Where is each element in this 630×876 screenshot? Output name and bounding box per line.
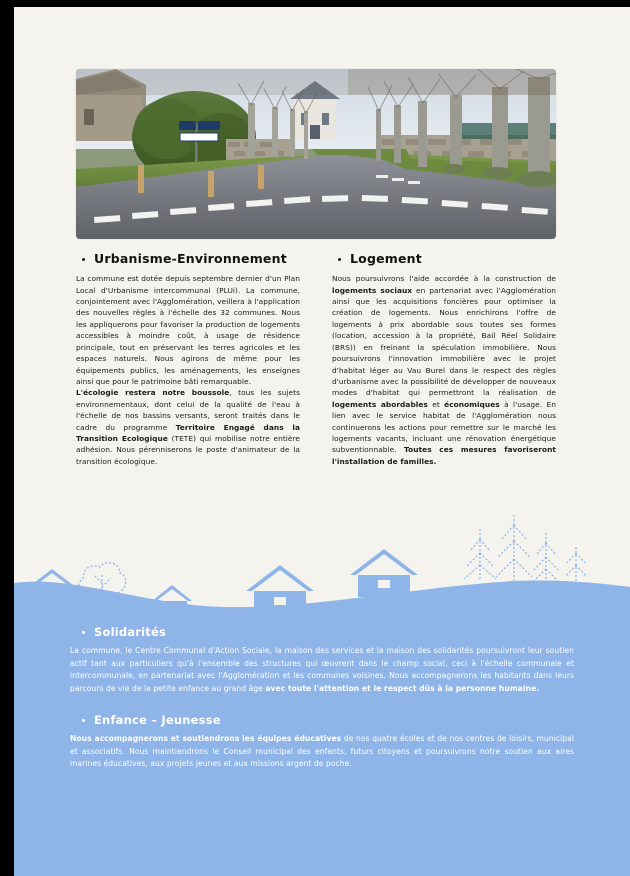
hero-photo — [76, 69, 556, 239]
text-run: , tous les sujets environnementaux, dont celui de la qualité de l'eau à l'échelle de nos bassins versants, seront traités dans le cadre du programme — [76, 388, 300, 432]
text-run: et — [427, 399, 445, 409]
text-run-bold: Territoire Engagé dans la Transition Ecologique — [76, 422, 301, 443]
text-run-bold: Toutes ces mesures favoriseront l'installation de familles. — [332, 445, 556, 466]
text-run-bold: Nous accompagnerons et soutiendrons les équipes éducatives — [70, 734, 342, 744]
section-heading-enfance-jeunesse — [70, 713, 574, 728]
text-run: La commune, le Centre Communal d'Action Sociale, la maison des services et la maison des solidarités poursuivront leur soutien actif tant aux particuliers qu'à l'ensemble des structures qui œuvrent dans le champ social, ceci à l'échelle communale et intercommunale, en partenariat avec l'Agglomération et les communes voisines. Nous accompagnerons les habitants dans leurs parcours de vie de la petite enfance au grand âge — [70, 645, 574, 693]
document-page — [14, 7, 630, 876]
text-run: Nous poursuivrons l'aide accordée à la construction de — [332, 274, 556, 284]
section-heading-urbanisme — [76, 251, 300, 267]
hero-photo-image — [76, 69, 556, 239]
text-run-bold: avec toute l'attention et le respect dûs à la personne humaine. — [265, 683, 540, 693]
section-heading-logement — [332, 251, 556, 267]
text-run-bold: logements sociaux — [332, 285, 413, 295]
paragraph-solidarites — [70, 645, 574, 695]
street-scene-illustration — [76, 69, 556, 239]
blue-wave-section — [14, 503, 630, 876]
text-run: de nos quatre écoles et de nos centres de loisirs, municipal et associatifs. Nous maintiendrons le Conseil municipal des enfants, futurs citoyens et poursuivrons notre soutien aux aires marines éducatives, aux projets jeunes et aux missions argent de poche. — [70, 734, 574, 769]
block-enfance-jeunesse — [70, 713, 574, 771]
text-run-bold: économiques — [444, 399, 500, 409]
article-columns — [14, 251, 630, 467]
block-solidarites — [70, 625, 574, 695]
paragraph-logement — [332, 273, 556, 467]
column-urbanisme — [76, 251, 300, 467]
column-logement — [332, 251, 556, 467]
text-run-bold: L'écologie restera notre boussole — [76, 388, 230, 398]
bullet-icon — [338, 258, 341, 261]
text-run: en partenariat avec l'Agglomération ainsi que les acquisitions foncières pour optimiser la création de logements. Nous enrichirons l'offre de logements à prix abordable sous toutes ses formes (location, accession à la propriété, Bail Réel Solidaire (BRS)) en freinant la spéculation immobilière. Nous poursuivrons l'innovation immobilière avec le projet d'habitat léger au Vau Burel dans le respect des règles d'urbanisme avec la possibilité de développer de nouveaux modes d'habitat qui permettront la réalisation de — [332, 285, 556, 398]
text-run: à l'usage. En lien avec le service habitat de l'Agglomération nous continuerons les actions pour remettre sur le marché les logements vacants, incluant une rénovation énergétique subventionnable. — [332, 399, 556, 455]
heading-text: Solidarités — [94, 625, 167, 639]
blue-panel-content — [14, 625, 630, 771]
paragraph-enfance-jeunesse — [70, 733, 574, 771]
heading-text: Logement — [350, 251, 422, 266]
bullet-icon — [82, 719, 85, 722]
text-run: (TETE) qui mobilise notre entière adhésion. Nous pérenniserons le poste d'animateur de la transition écologique. — [76, 433, 300, 466]
text-run: La commune est dotée depuis septembre dernier d'un Plan Local d'Urbanisme intercommunal (PLUi). La commune, conjointement avec l'Agglomération, veillera à l'application des nouvelles règles à l'échelle des 32 communes. Nous les appliquerons pour favoriser la production de logements accessibles à moindre coût, à usage de résidence principale, tout en préservant les terres agricoles et les espaces naturels. Nous agirons de même pour les équipements publics, les aménagements, les enseignes ainsi que pour le patrimoine bâti remarquable. — [76, 274, 300, 386]
paragraph-urbanisme-1 — [76, 273, 300, 467]
heading-text: Urbanisme-Environnement — [94, 251, 287, 266]
bullet-icon — [82, 631, 85, 634]
heading-text: Enfance – Jeunesse — [94, 713, 221, 728]
text-run-bold: logements abordables — [332, 399, 428, 409]
section-heading-solidarites — [70, 625, 574, 640]
bullet-icon — [82, 258, 85, 261]
